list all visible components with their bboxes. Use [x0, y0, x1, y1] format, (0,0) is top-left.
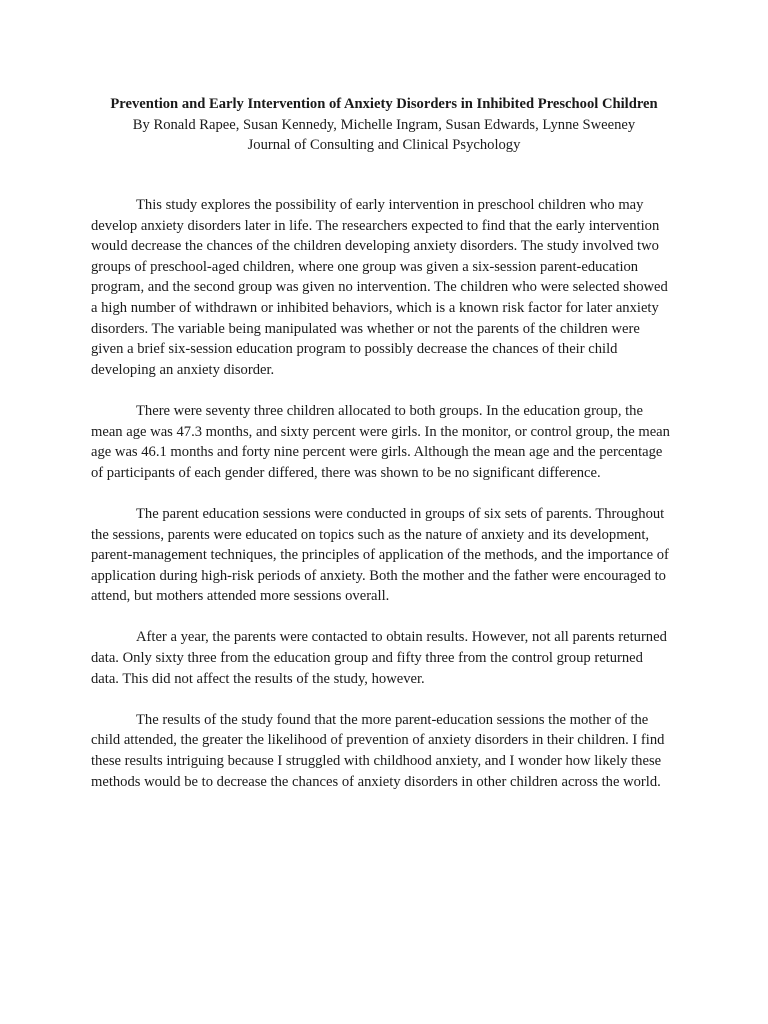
journal-name: Journal of Consulting and Clinical Psychology — [247, 137, 521, 154]
body-paragraph: After a year, the parents were contacted to obtain results. However, not all parents returned data. Only sixty three from the education group and fifty three from the control group returned data. This did not affect the results of the study, however. — [91, 629, 667, 687]
document-header — [0, 94, 768, 156]
body-paragraph: There were seventy three children allocated to both groups. In the education group, the mean age was 47.3 months, and sixty percent were girls. In the monitor, or control group, the mean age was 46.1 months and forty nine percent were girls. Although the mean age and the percentage of participants of each gender differed, there was shown to be no significant difference. — [91, 402, 670, 481]
document-title: Prevention and Early Intervention of Anxiety Disorders in Inhibited Preschool Children — [110, 96, 658, 112]
body-paragraph: The parent education sessions were conducted in groups of six sets of parents. Throughout the sessions, parents were educated on topics such as the nature of anxiety and its development, parent-management techniques, the principles of application of the methods, and the importance of application during high-risk periods of anxiety. Both the mother and the father were encouraged to attend, but mothers attended more sessions overall. — [91, 505, 669, 605]
body-paragraph: The results of the study found that the more parent-education sessions the mother of the child attended, the greater the likelihood of prevention of anxiety disorders in their children. I find these results intriguing because I struggled with childhood anxiety, and I wonder how likely these methods would be to decrease the chances of anxiety disorders in other children across the world. — [91, 711, 665, 790]
document-body — [91, 195, 674, 813]
body-paragraph: This study explores the possibility of early intervention in preschool children who may develop anxiety disorders later in life. The researchers expected to find that the early intervention would decrease the chances of the children developing anxiety disorders. The study involved two groups of preschool-aged children, where one group was given a six-session parent-education program, and the second group was given no intervention. The children who were selected showed a high number of withdrawn or inhibited behaviors, which is a known risk factor for later anxiety disorders. The variable being manipulated was whether or not the parents of the children were given a brief six-session education program to possibly decrease the chances of their child developing an anxiety disorder. — [91, 197, 668, 378]
author-line: By Ronald Rapee, Susan Kennedy, Michelle Ingram, Susan Edwards, Lynne Sweeney — [132, 116, 636, 133]
